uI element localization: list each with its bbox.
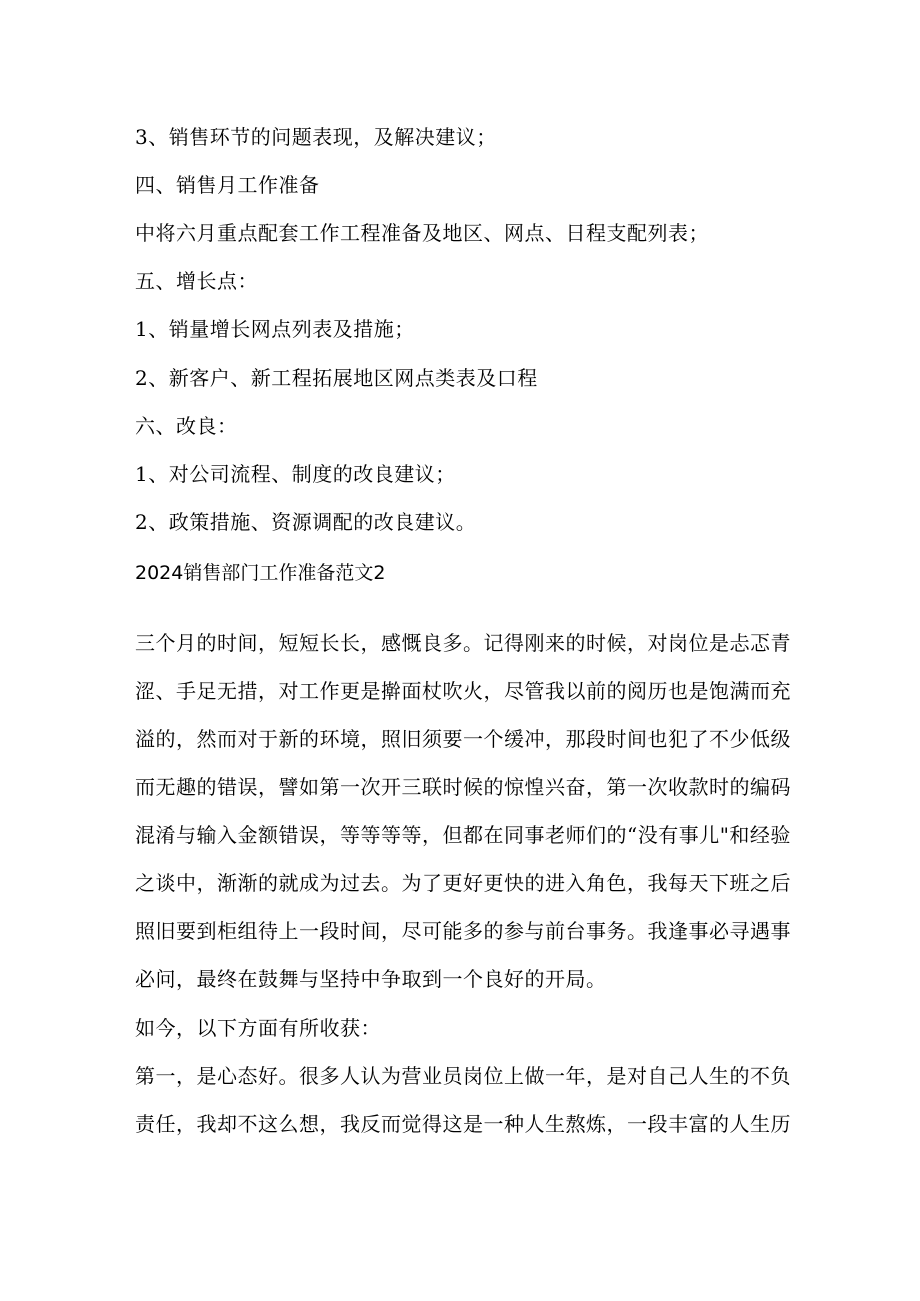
list-item-june-plan: 中将六月重点配套工作工程准备及地区、网点、日程支配列表； <box>135 221 709 245</box>
list-item-policy-improvement: 2、政策措施、资源调配的改良建议。 <box>135 510 477 534</box>
point-line-1: 第一，是心态好。很多人认为营业员岗位上做一年，是对自己人生的不负 <box>135 1064 791 1088</box>
paragraph-line-1: 三个月的时间，短短长长，感慨良多。记得刚来的时候，对岗位是忐忑青 <box>135 631 791 655</box>
paragraph-line-4: 而无趣的错误，譬如第一次开三联时候的惊惶兴奋，第一次收款时的编码 <box>135 775 791 799</box>
paragraph-line-7: 照旧要到柜组待上一段时间，尽可能多的参与前台事务。我逢事必寻遇事 <box>135 919 791 943</box>
section-title: 2024销售部门工作准备范文2 <box>135 562 386 584</box>
list-item-new-customers: 2、新客户、新工程拓展地区网点类表及口程 <box>135 366 538 390</box>
section-heading-six: 六、改良： <box>135 414 238 438</box>
list-item-sales-issues: 3、销售环节的问题表现，及解决建议； <box>135 125 497 149</box>
section-heading-four: 四、销售月工作准备 <box>135 173 320 197</box>
paragraph-line-5: 混淆与输入金额错误，等等等等，但都在同事老师们的“没有事儿"和经验 <box>135 823 791 847</box>
paragraph-line-6: 之谈中，渐渐的就成为过去。为了更好更快的进入角色，我每天下班之后 <box>135 871 791 895</box>
point-line-2: 责任，我却不这么想，我反而觉得这是一种人生熬炼，一段丰富的人生历 <box>135 1112 791 1136</box>
list-item-process-improvement: 1、对公司流程、制度的改良建议； <box>135 462 456 486</box>
paragraph-line-2: 涩、手足无措，对工作更是擀面杖吹火，尽管我以前的阅历也是饱满而充 <box>135 679 791 703</box>
section-heading-five: 五、增长点： <box>135 269 258 293</box>
paragraph-line-3: 溢的，然而对于新的环境，照旧须要一个缓冲，那段时间也犯了不少低级 <box>135 727 791 751</box>
paragraph-line-8: 必问，最终在鼓舞与坚持中争取到一个良好的开局。 <box>135 967 607 991</box>
intro-line: 如今，以下方面有所收获： <box>135 1016 381 1040</box>
list-item-growth-outlets: 1、销量增长网点列表及措施； <box>135 317 415 341</box>
